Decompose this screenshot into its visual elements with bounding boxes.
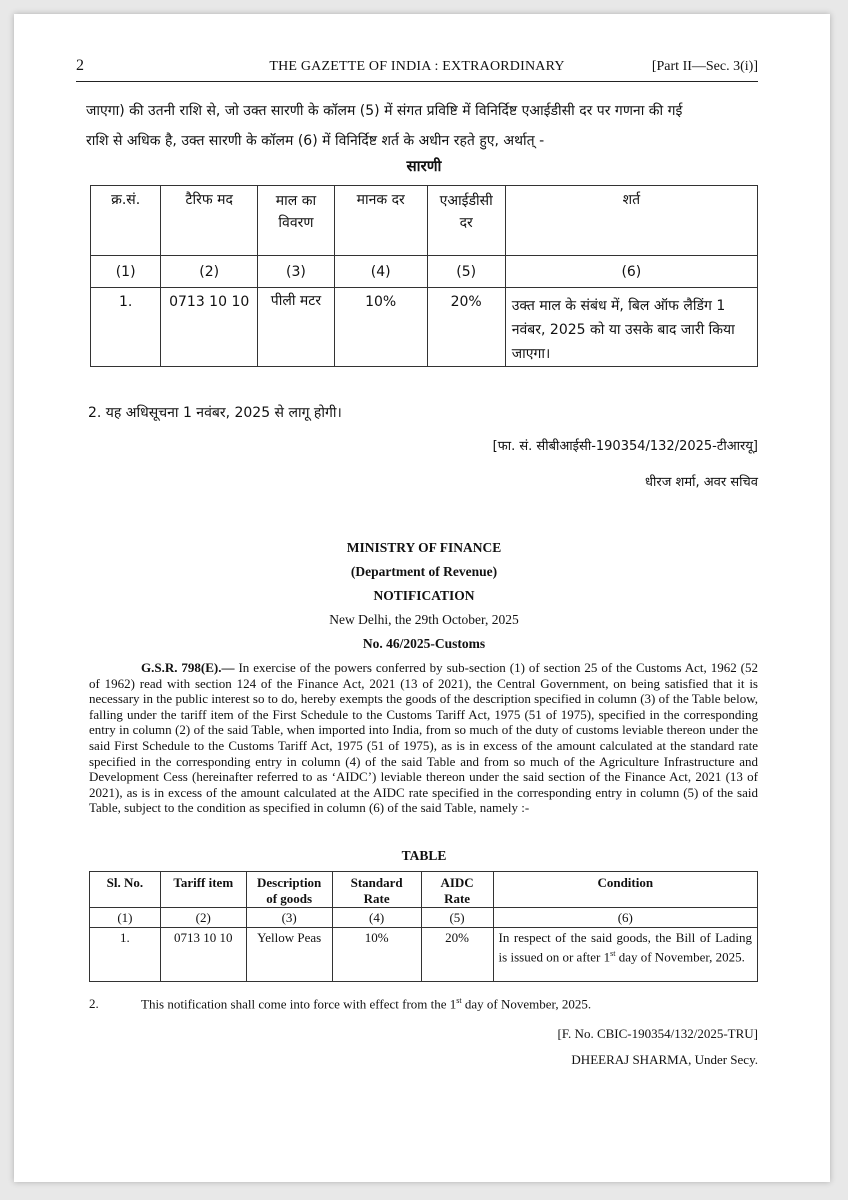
table-header-cell: Description of goods [246, 872, 332, 908]
english-file-number: [F. No. CBIC-190354/132/2025-TRU] [557, 1026, 758, 1041]
condition-text: day of November, 2025. [615, 949, 745, 965]
english-body-paragraph [89, 660, 758, 816]
superscript: st [456, 996, 462, 1005]
place-date: New Delhi, the 29th October, 2025 [329, 612, 519, 627]
condition-text: In respect of the said goods, the Bill of Lading is issued on or after 1 [498, 930, 752, 965]
table-header-cell: Tariff item [160, 872, 246, 908]
gsr-number: G.S.R. 798(E).— [141, 660, 235, 675]
notification-number: No. 46/2025-Customs [362, 636, 486, 651]
column-number: (6) [505, 256, 757, 288]
table-row [91, 256, 758, 288]
english-paragraph-2 [89, 996, 591, 1012]
table-row [90, 928, 758, 982]
table-header-cell: क्र.सं. [91, 186, 161, 256]
table-header-cell: AIDC Rate [421, 872, 493, 908]
table-header-cell: एआईडीसी दर [427, 186, 505, 256]
table-row [90, 908, 758, 928]
body-text: In exercise of the powers conferred by sub-section (1) of section 25 of the Customs Act, 1962 (52 of 1962) read with section 124 of the Finance Act, 2021 (13 of 2021), the Central Government, on being satisfied that it is necessary in the public interest so to do, hereby exempts the goods of the description specified in column (3) of the Table below, falling under the tariff item of the First Schedule to the Customs Tariff Act, 1975 (51 of 1975), specified in the corresponding entry in column (2) of the said Table, when imported into India, from so much of the duty of customs leviable thereon under the said First Schedule to the Customs Tariff Act, 1975 (51 of 1975), as is in excess of the amount calculated at the standard rate specified in the corresponding entry in column (4) of the said Table and from so much of the Agriculture Infrastructure and Development Cess (hereinafter referred to as ‘AIDC’) leviable thereon under the said section of the Finance Act, 2021 (13 of 2021), as is in excess of the amount calculated at the AIDC rate specified in the corresponding entry in column (5) of the said Table, subject to the condition as specified in column (6) of the said Table, namely :- [89, 660, 758, 816]
hindi-table [90, 185, 758, 367]
english-table-caption: TABLE [401, 848, 447, 863]
table-header-row [91, 186, 758, 256]
column-number: (1) [91, 256, 161, 288]
table-header-cell: टैरिफ मद [161, 186, 258, 256]
column-number: (5) [421, 908, 493, 928]
table-header-cell: Condition [493, 872, 757, 908]
paragraph-number: 2. [89, 996, 99, 1012]
column-number: (3) [258, 256, 335, 288]
table-cell: 0713 10 10 [160, 928, 246, 982]
column-number: (2) [161, 256, 258, 288]
column-number: (2) [160, 908, 246, 928]
column-number: (3) [246, 908, 332, 928]
table-cell: उक्त माल के संबंध में, बिल ऑफ लैडिंग 1 नवंबर, 2025 को या उसके बाद जारी किया जाएगा। [505, 288, 757, 367]
table-header-cell: Sl. No. [90, 872, 161, 908]
condition-cell [493, 928, 757, 982]
page-number: 2 [76, 57, 84, 74]
table-header-cell: माल का विवरण [258, 186, 335, 256]
hindi-para-line: जाएगा) की उतनी राशि से, जो उक्त सारणी के कॉलम (5) में संगत प्रविष्टि में विनिर्दिष्ट एआईडीसी दर पर गणना की गई [86, 103, 683, 119]
table-cell: 10% [332, 928, 421, 982]
table-cell: पीली मटर [258, 288, 335, 367]
hindi-paragraph-2: 2. यह अधिसूचना 1 नवंबर, 2025 से लागू होगी। [88, 405, 342, 421]
hindi-file-number: [फा. सं. सीबीआईसी-190354/132/2025-टीआरयू] [492, 439, 758, 454]
table-cell: 1. [91, 288, 161, 367]
hindi-para-line: राशि से अधिक है, उक्त सारणी के कॉलम (6) में विनिर्दिष्ट शर्त के अधीन रहते हुए, अर्थात् - [86, 133, 545, 149]
english-table [89, 871, 758, 982]
hindi-signatory: धीरज शर्मा, अवर सचिव [645, 475, 758, 490]
hindi-table-caption: सारणी [406, 157, 442, 175]
column-number: (4) [332, 908, 421, 928]
paragraph-text: day of November, 2025. [461, 996, 592, 1012]
column-number: (1) [90, 908, 161, 928]
table-header-cell: मानक दर [334, 186, 427, 256]
table-header-row [90, 872, 758, 908]
header-divider [76, 81, 758, 82]
ministry-heading: MINISTRY OF FINANCE [346, 540, 502, 555]
table-header-cell: शर्त [505, 186, 757, 256]
department-heading: (Department of Revenue) [350, 564, 498, 579]
table-cell: 20% [421, 928, 493, 982]
table-cell: 10% [334, 288, 427, 367]
superscript: st [610, 949, 616, 958]
table-cell: Yellow Peas [246, 928, 332, 982]
table-cell: 1. [90, 928, 161, 982]
table-header-cell: Standard Rate [332, 872, 421, 908]
column-number: (4) [334, 256, 427, 288]
table-row [91, 288, 758, 367]
column-number: (5) [427, 256, 505, 288]
column-number: (6) [493, 908, 757, 928]
gazette-title: THE GAZETTE OF INDIA : EXTRAORDINARY [269, 59, 565, 74]
part-section: [Part II—Sec. 3(i)] [651, 59, 758, 74]
table-cell: 0713 10 10 [161, 288, 258, 367]
table-cell: 20% [427, 288, 505, 367]
hindi-paragraph [86, 96, 758, 156]
paragraph-text: This notification shall come into force with effect from the 1 [141, 996, 457, 1012]
english-signatory: DHEERAJ SHARMA, Under Secy. [571, 1052, 758, 1067]
page-header [76, 57, 758, 79]
notification-heading: NOTIFICATION [373, 588, 475, 603]
